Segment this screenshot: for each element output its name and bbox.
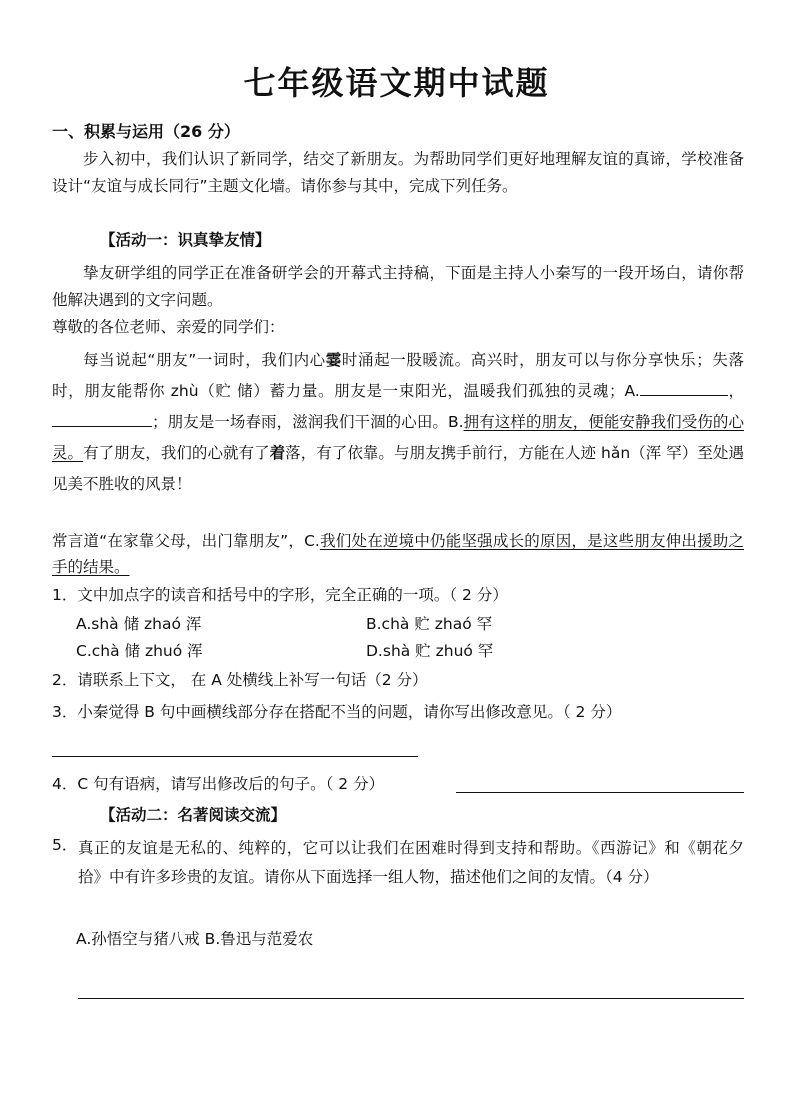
passage-paragraph-1 <box>52 345 744 500</box>
passage-text: 落，有了依靠。与朋友携手前行，方能在人迹 hǎn（浑 罕）至处遇见美不胜收的风景！ <box>52 444 744 493</box>
section-heading: 一、积累与运用（26 分） <box>52 122 240 141</box>
q1-option-a[interactable]: A.shà 储 zhaó 浑 <box>76 615 202 633</box>
question-5-number: 5． <box>52 836 78 854</box>
activity1-heading: 【活动一：识真挚友情】 <box>100 231 271 249</box>
q1-option-d[interactable]: D.shà 贮 zhuó 罕 <box>366 642 494 660</box>
underlined-sentence-b: 拥有这样的朋友，便能安静我们受伤的心灵。 <box>52 413 744 462</box>
emphasized-char: 霎 <box>325 351 342 369</box>
activity2-heading: 【活动二：名著阅读交流】 <box>100 806 287 824</box>
passage-text: ；朋友是一场春雨，滋润我们干涸的心田。B. <box>152 413 464 431</box>
question-2: 2．请联系上下文， 在 A 处横线上补写一句话（2 分） <box>52 671 428 689</box>
passage-text: 时涌起一股暖流。高兴时，朋友可以与你分享快乐；失落时，朋友能帮你 zhù（贮 储）蓄力量。朋友是一束阳光，温暖我们孤独的灵魂；A. <box>52 351 744 400</box>
activity1-intro: 挚友研学组的同学正在准备研学会的开幕式主持稿，下面是主持人小秦写的一段开场白，请你帮他解决遇到的文字问题。 <box>52 264 744 309</box>
passage-text: 有了朋友，我们的心就有了 <box>83 444 270 462</box>
q5-answer-line[interactable] <box>78 998 744 999</box>
greeting: 尊敬的各位老师、亲爱的同学们： <box>52 318 285 336</box>
underlined-sentence-c: 我们处在逆境中仍能坚强成长的原因，是这些朋友伸出援助之手的结果。 <box>52 532 744 576</box>
section-intro: 步入初中，我们认识了新同学，结交了新朋友。为帮助同学们更好地理解友谊的真谛，学校准备设计“友谊与成长同行”主题文化墙。请你参与其中，完成下列任务。 <box>52 150 744 195</box>
emphasized-char: 着 <box>269 444 286 462</box>
answer-blank-a1[interactable] <box>640 379 728 396</box>
passage-paragraph-2 <box>52 528 744 580</box>
page-title: 七年级语文期中试题 <box>243 64 550 102</box>
passage-text: ， <box>727 382 744 400</box>
question-1: 1．文中加点字的读音和括号中的字形，完全正确的一项。（ 2 分） <box>52 586 508 604</box>
passage-text: 常言道“在家靠父母，出门靠朋友”，C. <box>52 532 320 550</box>
q5-options: A.孙悟空与猪八戒 B.鲁迅与范爱农 <box>76 930 314 948</box>
answer-blank-a2[interactable] <box>52 410 152 427</box>
passage-text: 每当说起“朋友”一词时，我们内心 <box>83 351 326 369</box>
q3-answer-line[interactable] <box>52 756 418 757</box>
question-5: 真正的友谊是无私的、纯粹的，它可以让我们在困难时得到支持和帮助。《西游记》和《朝花夕拾》中有许多珍贵的友谊。请你从下面选择一组人物，描述他们之间的友情。（4 分） <box>78 839 744 886</box>
q4-answer-line[interactable] <box>456 792 744 793</box>
q1-option-c[interactable]: C.chà 储 zhuó 浑 <box>76 642 203 660</box>
question-3: 3．小秦觉得 B 句中画横线部分存在搭配不当的问题，请你写出修改意见。（ 2 分） <box>52 703 622 721</box>
q1-option-b[interactable]: B.chà 贮 zhaó 罕 <box>366 615 493 633</box>
question-4: 4．C 句有语病，请写出修改后的句子。（ 2 分） <box>52 775 385 793</box>
